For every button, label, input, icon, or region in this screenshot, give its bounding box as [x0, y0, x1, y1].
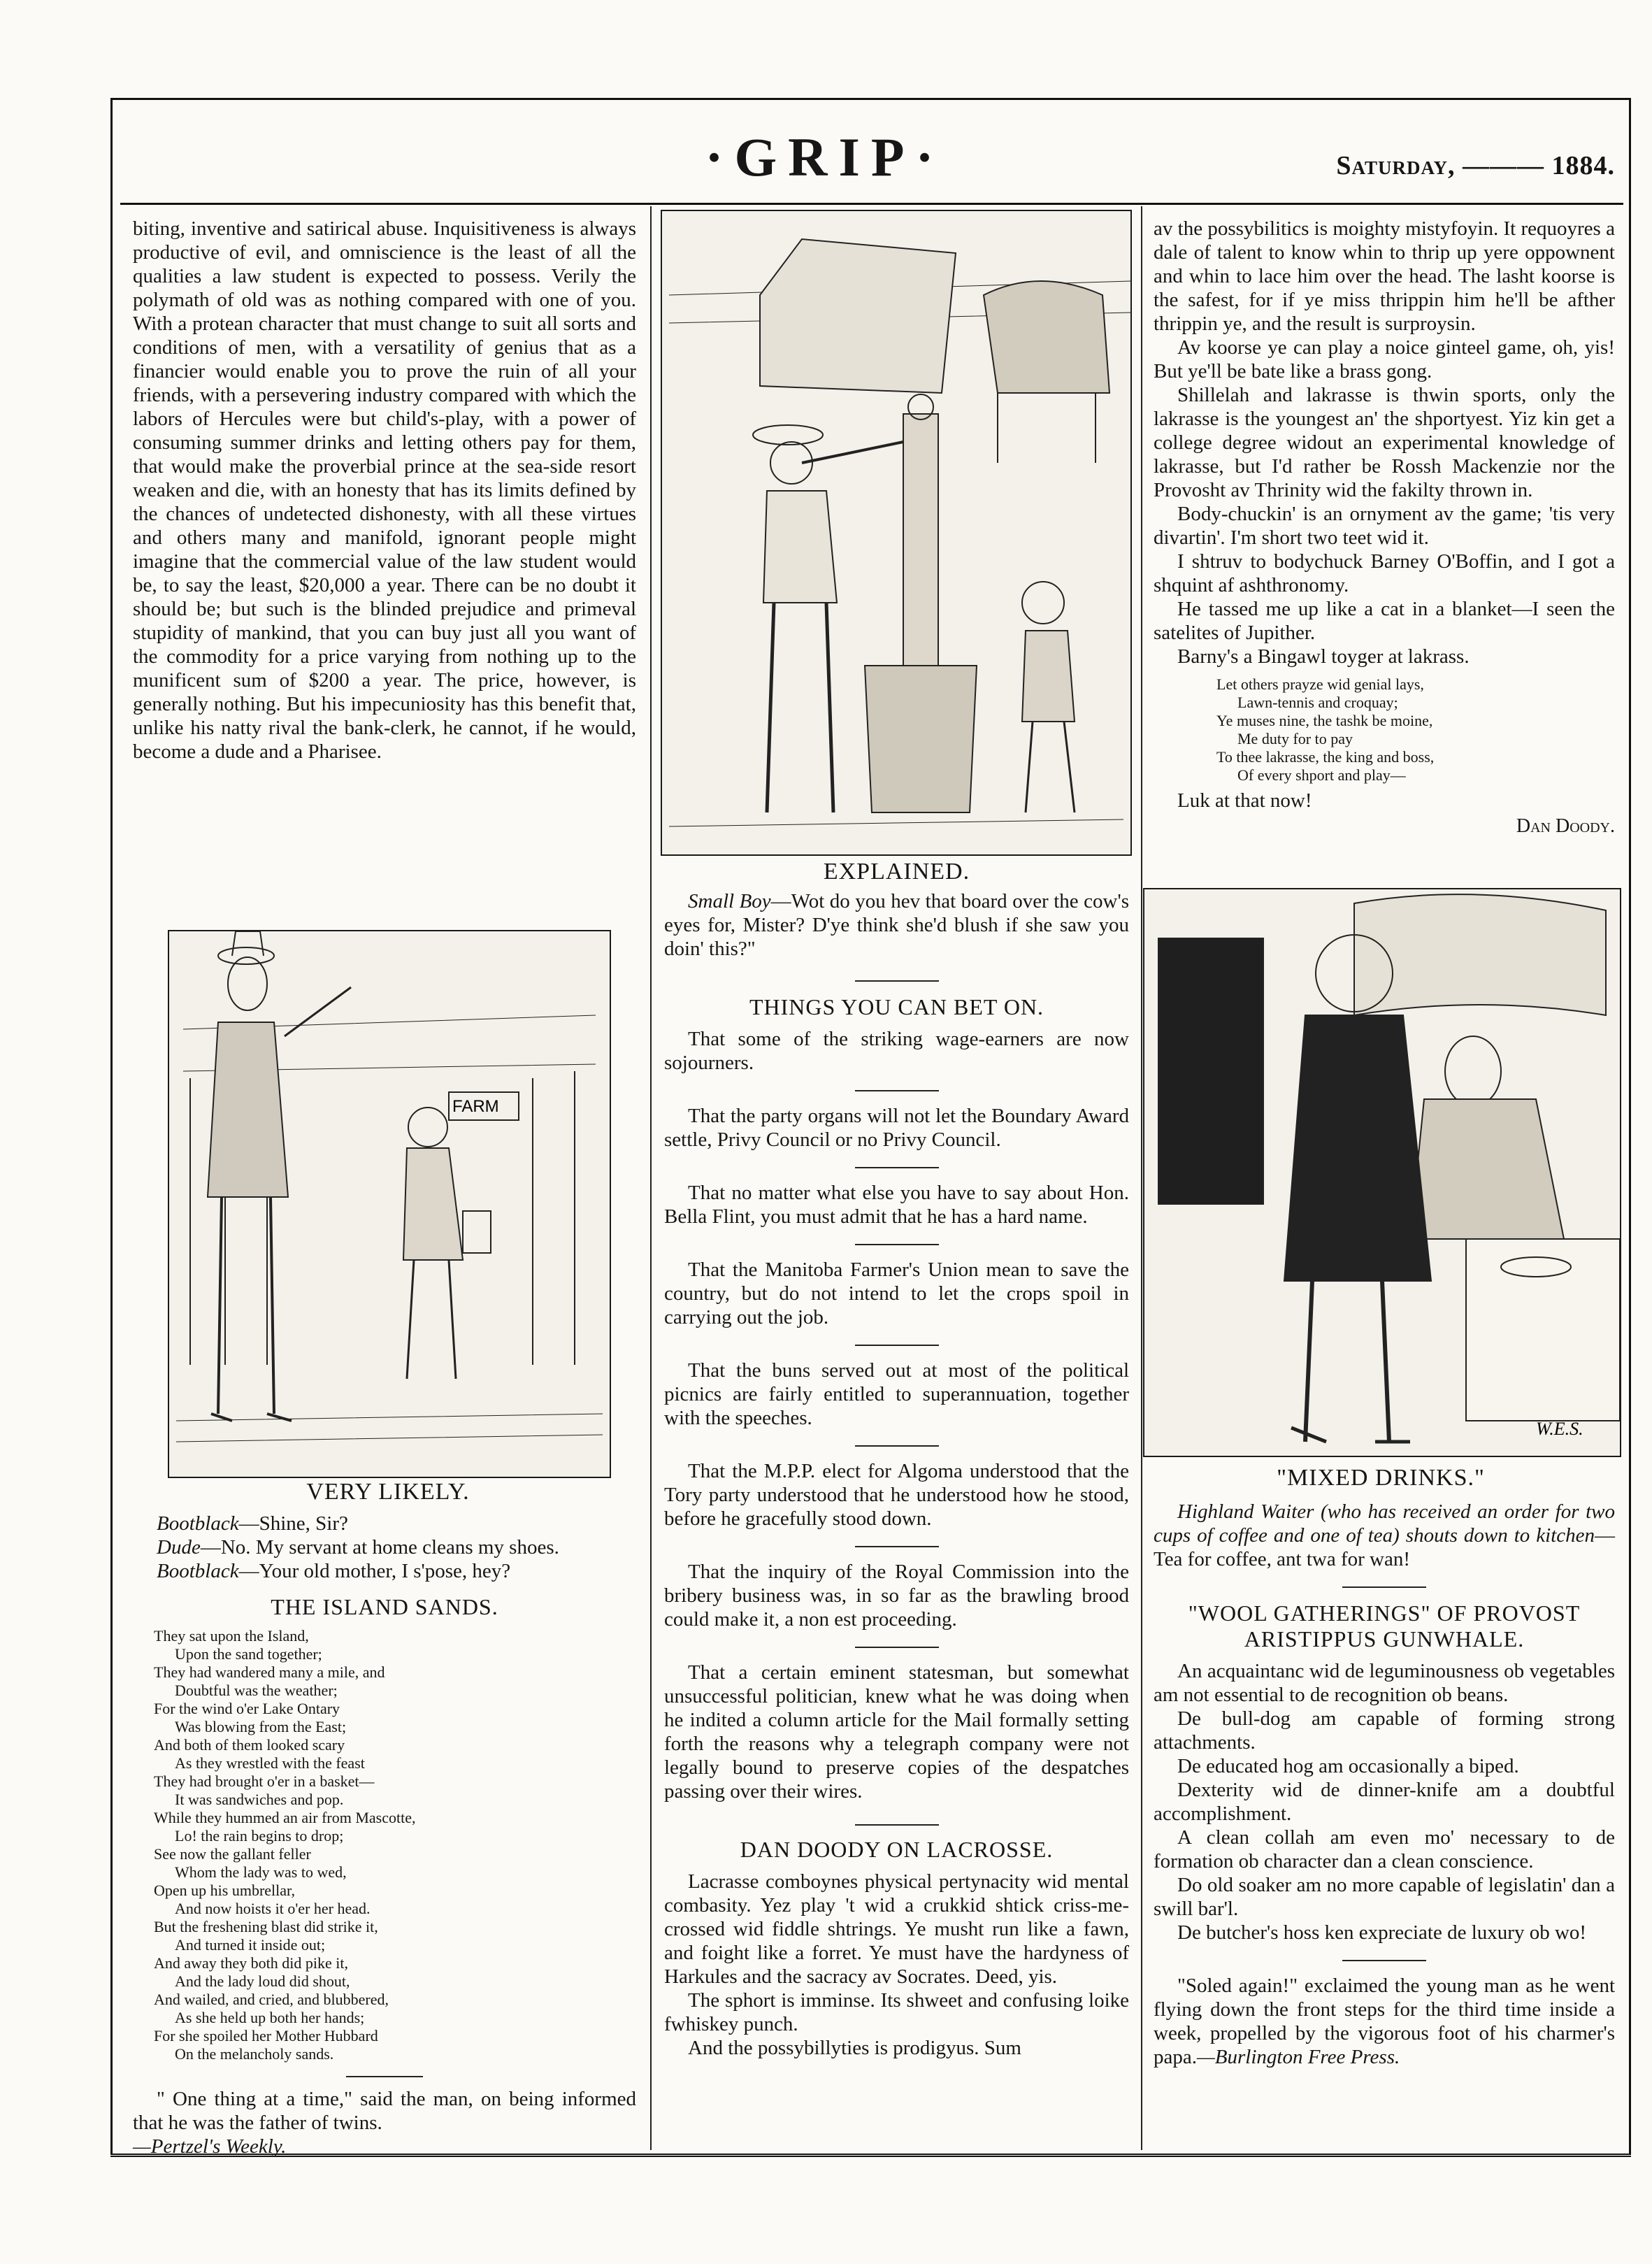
poem-line: And away they both did pike it, — [154, 1954, 349, 1972]
bet-item: That the inquiry of the Royal Commission into the bribery business was, in so far as the brawling brood could make it, a non est proceeding. — [664, 1561, 1129, 1631]
poem-title: THE ISLAND SANDS. — [271, 1594, 498, 1619]
poem-line: But the freshening blast did strike it, — [154, 1918, 378, 1935]
lacrosse-continued: av the possybilitics is moighty mistyfoyin. It requoyres a dale of talent to know whin to thrip up yere oppownent and whin to lace him over the head. The lasht koorse is the safest, for if ye miss thrippin him he'll be afther thrippin ye, and the result is surproysin. — [1154, 217, 1615, 335]
poem-line: And turned it inside out; — [175, 1936, 326, 1954]
island-sands-poem — [154, 1627, 636, 2063]
illustration-mixed-drinks — [1143, 888, 1621, 1457]
lacrosse-continued: Body-chuckin' is an ornyment av the game; 'tis very divartin'. I'm short two teet wid it. — [1154, 503, 1615, 549]
lacrosse-paragraph: The sphort is imminse. Its shweet and confusing loike fwhiskey punch. — [664, 1989, 1129, 2035]
lacrosse-continued: I shtruv to bodychuck Barney O'Boffin, and I got a shquint af ashthronomy. — [1154, 550, 1615, 596]
masthead-title: ·GRIP· — [705, 127, 945, 187]
column-rule-2 — [1141, 206, 1142, 2150]
poem-line: And wailed, and cried, and blubbered, — [154, 1991, 389, 2008]
dialogue-line-3: Bootblack—Your old mother, I s'pose, hey? — [157, 1560, 511, 1582]
bet-item: That the buns served out at most of the political picnics are fairly entitled to superannuation, together with the speeches. — [664, 1359, 1129, 1429]
poem-line: Upon the sand together; — [175, 1645, 322, 1663]
verse-line: To thee lakrasse, the king and boss, — [1216, 748, 1435, 766]
bet-item: That the Manitoba Farmer's Union mean to save the country, but do not intend to let the crops spoil in carrying out the job. — [664, 1259, 1129, 1328]
caption-mixed-drinks: "MIXED DRINKS." — [1277, 1465, 1485, 1491]
mixed-drinks-text: Highland Waiter (who has received an order for two cups of coffee and one of tea) shouts down to kitchen—Tea for coffee, ant twa for wan! — [1154, 1500, 1615, 1570]
poem-line: Was blowing from the East; — [175, 1718, 347, 1735]
dialogue-line-1: Bootblack—Shine, Sir? — [157, 1512, 348, 1535]
column-rule-1 — [650, 206, 652, 2150]
separator — [1342, 1586, 1426, 1588]
separator — [855, 1345, 939, 1346]
soled-again-quip: "Soled again!" exclaimed the young man as he went flying down the front steps for the third time inside a week, propelled by the vigorous foot of his charmer's papa.—Burlington Free Press. — [1154, 1975, 1615, 2068]
bet-item: That the M.P.P. elect for Algoma understood that the Tory party understood that he understood how he stood, before he gracefully stood down. — [664, 1460, 1129, 1530]
wool-item: Do old soaker am no more capable of legislatin' dan a swill bar'l. — [1154, 1874, 1615, 1920]
separator — [855, 1647, 939, 1648]
dude-and-bootblack-drawing — [169, 931, 610, 1477]
farm-sign-text: FARM — [452, 1097, 499, 1116]
separator — [855, 1824, 939, 1826]
separator — [855, 1244, 939, 1245]
signature-dan-doody: Dan Doody. — [1516, 815, 1615, 837]
column-1 — [133, 217, 636, 764]
separator — [855, 1090, 939, 1091]
law-student-article: biting, inventive and satirical abuse. Inquisitiveness is always productive of evil, and omniscience is the least of all the qualities a law student is expected to possess. Verily the polymath of old was as nothing compared with one of you. With a protean character that must change to suit all sorts and conditions of men, with a versatility of genius that as a financier would enable you to prove the ruin of all your friends, with a persevering industry compared with which the labors of Hercules were but child's-play, with a power of consuming summer drinks and letting others pay for them, that would make the proverbial prince at the sea-side resort weaken and die, with an honesty that has its limits defined by the chances of undetected dishonesty, with all these virtues and others many and manifold, ignorant people might imagine that the commercial value of the law student would be, to say the least, $20,000 a year. There can be no doubt it should be; but such is the blinded prejudice and primeval stupidity of mankind, that you can buy just all you want of the commodity for a price varying from nothing up to the munificent sum of $200 a year. The price, however, is generally nothing. But his impecuniosity has this benefit that, unlike his natty rival the bank-clerk, he cannot, if he would, become a dude and a Pharisee. — [133, 217, 636, 763]
poem-line: As she held up both her hands; — [175, 2009, 365, 2026]
lacrosse-continued: Barny's a Bingawl toyger at lakrass. — [1177, 645, 1470, 668]
dateline: Saturday, ——— 1884. — [1336, 151, 1615, 180]
explained-dialogue: Small Boy—Wot do you hev that board over the cow's eyes for, Mister? D'ye think she'd blush if she saw you doin' this?" — [664, 890, 1129, 960]
verse-line: Let others prayze wid genial lays, — [1216, 675, 1424, 693]
wool-gatherings-title: "WOOL GATHERINGS" OF PROVOST ARISTIPPUS GUNWHALE. — [1188, 1600, 1581, 1652]
poem-line: Doubtful was the weather; — [175, 1682, 338, 1699]
poem-line: See now the gallant feller — [154, 1845, 311, 1863]
poem-line: For the wind o'er Lake Ontary — [154, 1700, 340, 1717]
bet-item: That no matter what else you have to say about Hon. Bella Flint, you must admit that he has a hard name. — [664, 1182, 1129, 1228]
poem-line: As they wrestled with the feast — [175, 1754, 365, 1772]
twins-quip-source: —Pertzel's Weekly. — [133, 2135, 287, 2158]
caption-very-likely: VERY LIKELY. — [306, 1479, 470, 1505]
lacrosse-paragraph: And the possybillyties is prodigyus. Sum — [688, 2037, 1021, 2059]
things-bet-title: THINGS YOU CAN BET ON. — [749, 994, 1044, 1019]
wool-item: De bull-dog am capable of forming strong attachments. — [1154, 1707, 1615, 1754]
lacrosse-continued: Shillelah and lakrasse is thwin sports, only the lakrasse is the youngest an' the shportyest. Yiz kin get a college degree widout an experimental knowledge of lakrasse, but I'd rather be Rossh Mackenzie nor the Provosht av Thrinity wid the fakilty thrown in. — [1154, 384, 1615, 501]
column-2 — [664, 889, 1129, 2060]
wool-item: De educated hog am occasionally a biped. — [1177, 1755, 1519, 1777]
very-likely-dialogue — [133, 1512, 636, 2158]
lacrosse-continued: He tassed me up like a cat in a blanket—I seen the satelites of Jupither. — [1154, 598, 1615, 644]
poem-line: And the lady loud did shout, — [175, 1972, 350, 1990]
column-3-lower — [1154, 1500, 1615, 2069]
bet-item: That the party organs will not let the Boundary Award settle, Privy Council or no Privy Council. — [664, 1105, 1129, 1151]
poem-line: On the melancholy sands. — [175, 2045, 334, 2063]
poem-line: And both of them looked scary — [154, 1736, 345, 1754]
poem-line: Whom the lady was to wed, — [175, 1863, 347, 1881]
bet-item: That some of the striking wage-earners are now sojourners. — [664, 1028, 1129, 1074]
wool-item: Dexterity wid de dinner-knife am a doubtful accomplishment. — [1154, 1779, 1615, 1825]
poem-line: And now hoists it o'er her head. — [175, 1900, 371, 1917]
twins-quip: " One thing at a time," said the man, on being informed that he was the father of twins. — [133, 2088, 636, 2134]
page-border-right — [1629, 98, 1631, 2154]
lacrosse-paragraph: Lacrasse comboynes physical pertynacity wid mental combasity. Yez play 't wid a crukkid shtick criss-me-crossed wid fiddle shtrings. Ye musht run like a fawn, and foight like a forret. Ye must have the hardyness of Harkules and the sacracy av Socrates. Deed, yis. — [664, 1870, 1129, 1988]
poem-line: They sat upon the Island, — [154, 1627, 309, 1645]
wool-item: A clean collah am even mo' necessary to de formation ob character dan a clean conscience. — [1154, 1826, 1615, 1872]
lacrosse-verse — [1216, 675, 1615, 784]
illustration-very-likely — [168, 930, 611, 1478]
separator — [855, 1546, 939, 1547]
lacrosse-continued: Av koorse ye can play a noice ginteel game, oh, yis! But ye'll be bate like a brass gong. — [1154, 336, 1615, 382]
wool-item: An acquaintanc wid de leguminousness ob vegetables am not essential to de recognition ob beans. — [1154, 1660, 1615, 1706]
caption-explained: EXPLAINED. — [823, 859, 970, 884]
lacrosse-title: DAN DOODY ON LACROSSE. — [740, 1837, 1054, 1862]
luk-at-that: Luk at that now! — [1177, 789, 1312, 812]
highland-waiter-drawing — [1144, 889, 1620, 1456]
page-border-top — [110, 98, 1631, 100]
verse-line: Ye muses nine, the tashk be moine, — [1216, 712, 1433, 729]
poem-line: While they hummed an air from Mascotte, — [154, 1809, 416, 1826]
wool-item: De butcher's hoss ken expreciate de luxury ob wo! — [1177, 1921, 1587, 1944]
pump-and-cow-drawing — [662, 211, 1130, 854]
poem-line: They had brought o'er in a basket— — [154, 1772, 375, 1790]
verse-line: Lawn-tennis and croquay; — [1237, 694, 1398, 711]
poem-line: Lo! the rain begins to drop; — [175, 1827, 344, 1844]
poem-line: It was sandwiches and pop. — [175, 1791, 344, 1808]
page-border-left — [110, 98, 113, 2154]
poem-line: They had wandered many a mile, and — [154, 1663, 385, 1681]
dialogue-line-2: Dude—No. My servant at home cleans my shoes. — [157, 1536, 559, 1559]
verse-line: Me duty for to pay — [1237, 730, 1353, 747]
illustration-explained — [661, 210, 1132, 856]
column-3 — [1154, 217, 1615, 838]
separator — [855, 1167, 939, 1168]
separator — [855, 1445, 939, 1447]
poem-line: For she spoiled her Mother Hubbard — [154, 2027, 378, 2044]
header-rule — [120, 203, 1623, 205]
bet-item: That a certain eminent statesman, but somewhat unsuccessful politician, knew what he was doing when he indited a column article for the Mail formally setting forth the reasons why a telegraph company were not legally bound to preserve copies of the despatches passing over their wires. — [664, 1661, 1129, 1803]
illustrator-monogram: W.E.S. — [1536, 1419, 1583, 1439]
separator — [1342, 1960, 1426, 1961]
separator — [855, 980, 939, 982]
poem-line: Open up his umbrellar, — [154, 1882, 295, 1899]
separator — [346, 2076, 423, 2077]
verse-line: Of every shport and play— — [1237, 766, 1406, 784]
